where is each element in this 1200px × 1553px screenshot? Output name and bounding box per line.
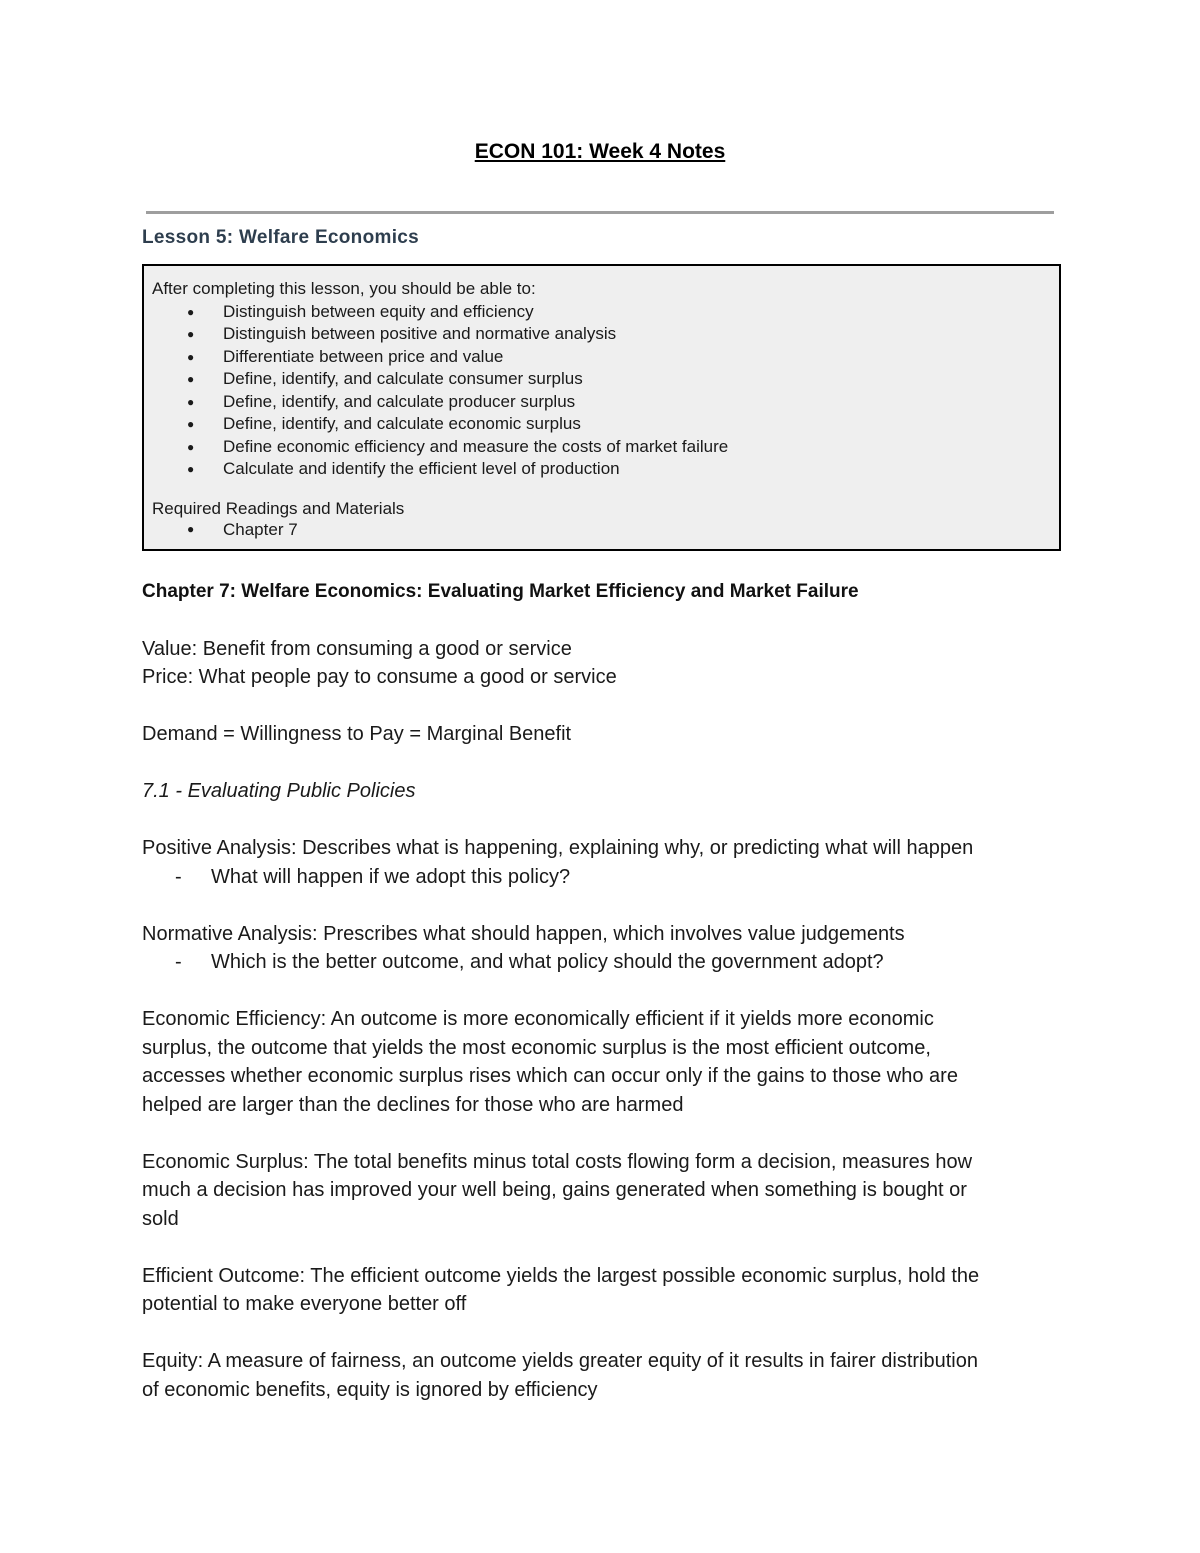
equity-line: of economic benefits, equity is ignored by efficiency <box>142 1378 598 1401</box>
economic-surplus-line: Economic Surplus: The total benefits minus total costs flowing form a decision, measures how <box>142 1150 973 1173</box>
objectives-list <box>152 301 1059 481</box>
notes-body <box>142 578 1062 1404</box>
objective-item: ● Distinguish between equity and efficiency <box>152 301 1059 324</box>
objective-item: ● Distinguish between positive and normative analysis <box>152 323 1059 346</box>
objective-item: ● Define, identify, and calculate economic surplus <box>152 413 1059 436</box>
section-heading-7-1: 7.1 - Evaluating Public Policies <box>142 780 416 802</box>
objectives-box <box>142 264 1061 489</box>
objective-item: ● Define, identify, and calculate consumer surplus <box>152 368 1059 391</box>
dash-bullet: - <box>175 951 182 973</box>
objective-item: ● Define economic efficiency and measure the costs of market failure <box>152 436 1059 459</box>
normative-analysis-subpoint <box>142 948 1062 977</box>
economic-efficiency-line: surplus, the outcome that yields the most economic surplus is the most efficient outcome, <box>142 1036 931 1059</box>
horizontal-divider <box>146 211 1054 214</box>
efficient-outcome-line: Efficient Outcome: The efficient outcome yields the largest possible economic surplus, hold the <box>142 1264 980 1287</box>
lesson-heading: Lesson 5: Welfare Economics <box>142 227 420 248</box>
normative-analysis-definition: Normative Analysis: Prescribes what should happen, which involves value judgements <box>142 922 905 945</box>
positive-analysis-subpoint <box>142 863 1062 892</box>
objective-item: ● Differentiate between price and value <box>152 346 1059 369</box>
economic-efficiency-line: helped are larger than the declines for those who are harmed <box>142 1093 684 1116</box>
readings-list <box>152 519 1059 540</box>
dash-bullet: - <box>175 865 182 888</box>
readings-box <box>142 487 1061 551</box>
readings-heading: Required Readings and Materials <box>152 499 405 518</box>
economic-surplus-line: much a decision has improved your well being, gains generated when something is bought or <box>142 1179 967 1201</box>
objectives-intro: After completing this lesson, you should be able to: <box>152 279 536 298</box>
economic-efficiency-line: Economic Efficiency: An outcome is more economically efficient if it yields more economic <box>142 1008 934 1030</box>
economic-surplus-line: sold <box>142 1207 179 1230</box>
price-definition: Price: What people pay to consume a good or service <box>142 666 617 688</box>
efficient-outcome-line: potential to make everyone better off <box>142 1293 467 1315</box>
demand-equation: Demand = Willingness to Pay = Marginal Benefit <box>142 723 572 745</box>
objective-item: ● Calculate and identify the efficient level of production <box>152 458 1059 481</box>
value-definition: Value: Benefit from consuming a good or service <box>142 637 572 660</box>
subpoint-text: What will happen if we adopt this policy? <box>211 865 571 888</box>
reading-item: ● Chapter 7 <box>152 519 1059 540</box>
economic-efficiency-line: accesses whether economic surplus rises which can occur only if the gains to those who are <box>142 1065 958 1087</box>
positive-analysis-definition: Positive Analysis: Describes what is happening, explaining why, or predicting what will happen <box>142 837 974 859</box>
chapter-heading: Chapter 7: Welfare Economics: Evaluating Market Efficiency and Market Failure <box>142 581 859 602</box>
equity-line: Equity: A measure of fairness, an outcome yields greater equity of it results in fairer distribution <box>142 1350 978 1372</box>
page-title: ECON 101: Week 4 Notes <box>474 140 726 163</box>
subpoint-text: Which is the better outcome, and what policy should the government adopt? <box>211 951 884 973</box>
objective-item: ● Define, identify, and calculate producer surplus <box>152 391 1059 414</box>
